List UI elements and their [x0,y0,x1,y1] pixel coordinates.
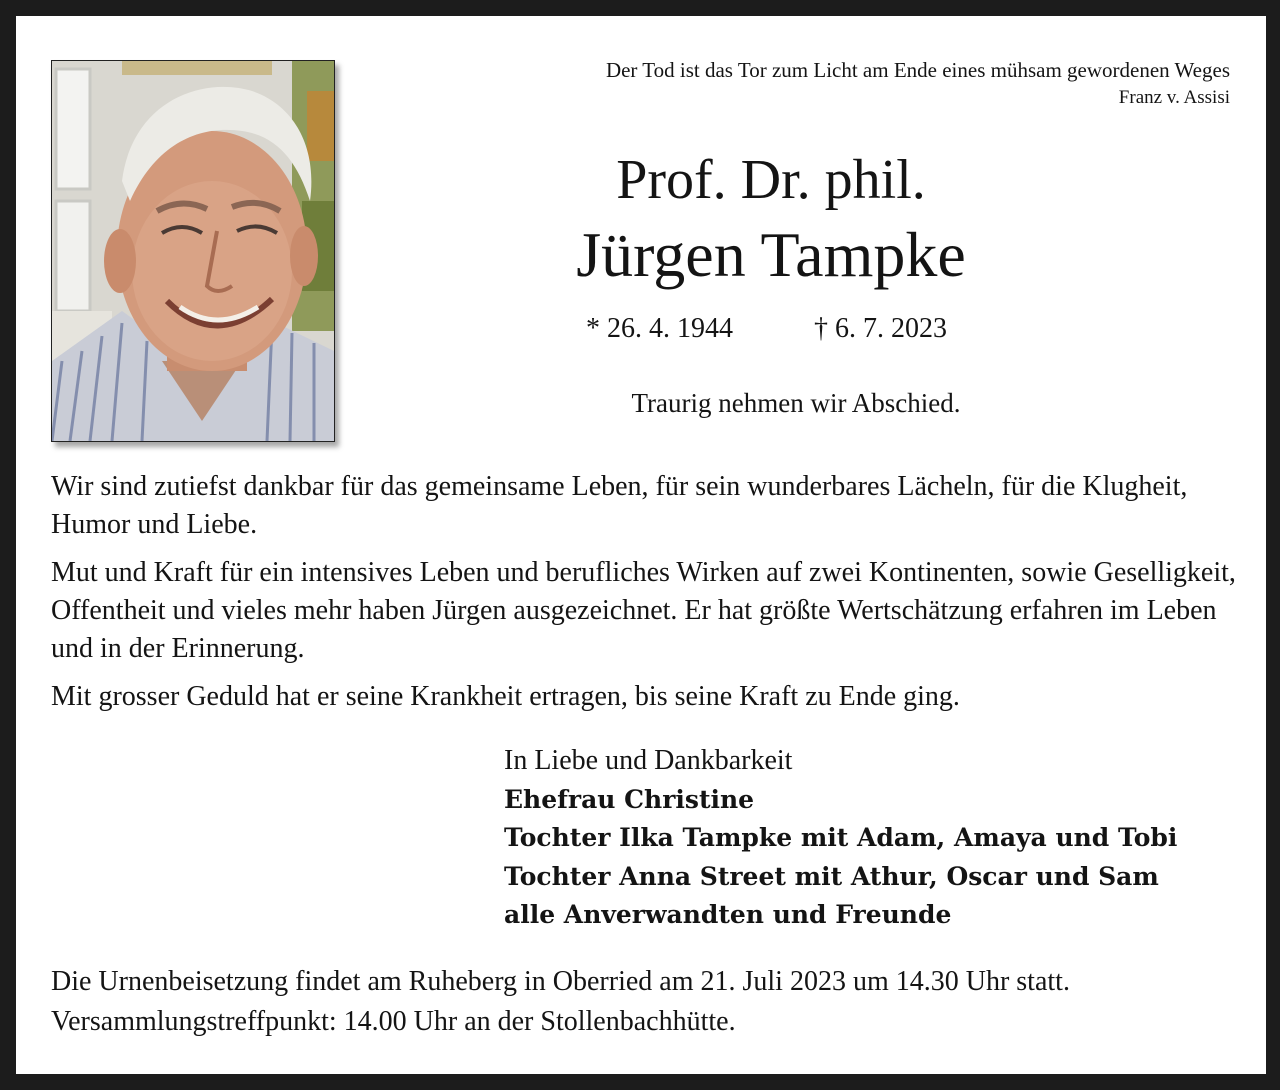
family-signature [504,742,1177,935]
portrait-photo [51,60,335,442]
birth-date: * 26. 4. 1944 [586,313,733,344]
family-member: Ehefrau Christine [504,784,755,814]
funeral-details [51,962,1241,1042]
paragraph-illness: Mit grosser Geduld hat er seine Krankheit ertragen, bis seine Kraft zu Ende ging. [51,681,960,712]
farewell-line: Traurig nehmen wir Abschied. [631,388,961,418]
meeting-point-line: Versammlungstreffpunkt: 14.00 Uhr an der Stollenbachhütte. [51,1006,736,1037]
death-date: † 6. 7. 2023 [814,313,947,344]
family-member: Tochter Anna Street mit Athur, Oscar und Sam [504,861,1159,891]
epigraph-quote [606,56,1230,112]
paragraph-gratitude: Wir sind zutiefst dankbar für das gemeinsame Leben, für sein wunderbares Lächeln, für die Klugheit, Humor und Liebe. [51,471,1188,540]
deceased-name: Jürgen Tampke [576,219,966,290]
family-intro: In Liebe und Dankbarkeit [504,745,793,776]
family-member: Tochter Ilka Tampke mit Adam, Amaya und Tobi [504,823,1178,852]
paragraph-life: Mut und Kraft für ein intensives Leben und berufliches Wirken auf zwei Kontinenten, sowie Geselligkeit, Offentheit und vieles mehr haben Jürgen ausgezeichnet. Er hat größte Wertschätzung erfahren im Leben und in der Erinnerung. [51,557,1236,664]
funeral-date-line: Die Urnenbeisetzung findet am Ruheberg in Oberried am 21. Juli 2023 um 14.30 Uhr statt. [51,966,1070,997]
obituary-text [51,468,1241,726]
obituary-card [16,16,1266,1074]
deceased-title: Prof. Dr. phil. [616,149,926,211]
quote-text: Der Tod ist das Tor zum Licht am Ende eines mühsam gewordenen Weges [605,58,1230,82]
quote-author: Franz v. Assisi [1118,87,1230,108]
family-member: alle Anverwandten und Freunde [504,900,952,929]
